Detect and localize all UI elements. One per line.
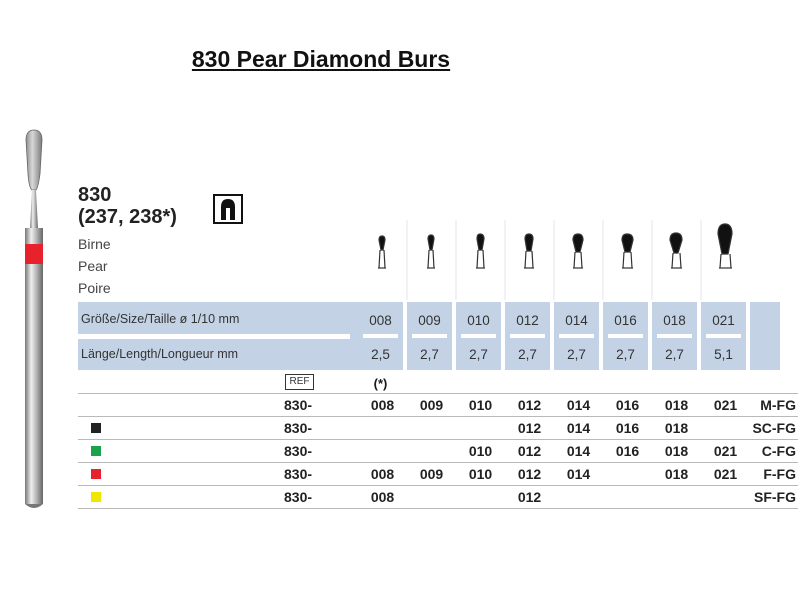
bur-silhouette-008 <box>378 236 386 268</box>
bur-silhouette-010 <box>476 234 485 268</box>
table-row <box>78 486 798 509</box>
bur-silhouette-021 <box>718 224 732 268</box>
table-cell: 2,7 <box>665 347 684 362</box>
size-label: Größe/Size/Taille ø 1/10 mm <box>81 312 240 326</box>
table-cell: 010 <box>468 443 493 459</box>
bur-silhouette-012 <box>524 234 534 268</box>
table-cell: 2,7 <box>420 347 439 362</box>
table-cell: 010 <box>468 397 493 413</box>
grit-swatch-red <box>91 469 101 479</box>
page-title: 830 Pear Diamond Burs <box>191 46 451 72</box>
name-fr: Poire <box>78 280 111 296</box>
table-cell: 830- <box>284 420 313 436</box>
table-cell: 2,7 <box>567 347 586 362</box>
ref-table <box>78 393 798 509</box>
table-cell: 2,5 <box>371 347 390 362</box>
pear-shape-icon <box>213 194 243 224</box>
table-cell: 008 <box>370 466 395 482</box>
name-de: Birne <box>78 236 111 252</box>
table-cell: 012 <box>517 466 542 482</box>
divider <box>608 334 643 338</box>
product-names <box>78 233 111 299</box>
divider <box>78 334 350 339</box>
table-cell: 018 <box>663 313 686 328</box>
size-silhouettes <box>358 220 750 302</box>
table-cell: 016 <box>615 397 640 413</box>
size-cell <box>554 302 599 370</box>
product-code-block <box>78 184 177 228</box>
table-row <box>78 440 798 463</box>
size-cell <box>701 302 746 370</box>
table-cell: 008 <box>369 313 392 328</box>
size-cell <box>456 302 501 370</box>
table-cell: 2,7 <box>469 347 488 362</box>
size-length-band <box>78 302 780 370</box>
divider <box>657 334 692 338</box>
table-cell: 018 <box>664 420 689 436</box>
iso-numbers: (237, 238*) <box>78 206 177 228</box>
table-cell: 009 <box>419 397 444 413</box>
table-cell: 016 <box>615 443 640 459</box>
table-cell: 012 <box>516 313 539 328</box>
length-label: Länge/Length/Longueur mm <box>81 347 239 361</box>
size-cell <box>505 302 550 370</box>
asterisk-note: (*) <box>373 376 388 391</box>
table-cell: 014 <box>566 420 591 436</box>
table-cell: 012 <box>517 443 542 459</box>
table-cell: 830- <box>284 489 313 505</box>
grit-swatch-black <box>91 423 101 433</box>
table-cell: 021 <box>713 397 738 413</box>
table-cell: M-FG <box>760 397 796 413</box>
table-cell: 021 <box>713 466 738 482</box>
ref-box: REF <box>285 374 314 390</box>
table-cell: 2,7 <box>616 347 635 362</box>
table-cell: 012 <box>517 420 542 436</box>
table-row <box>78 393 798 417</box>
table-cell: 2,7 <box>518 347 537 362</box>
table-cell: 830- <box>284 397 313 413</box>
table-cell: 009 <box>418 313 441 328</box>
table-cell: 014 <box>566 443 591 459</box>
table-row <box>78 417 798 440</box>
table-cell: 008 <box>370 489 395 505</box>
table-cell: SF-FG <box>754 489 796 505</box>
pear-bur-illustration <box>16 128 56 513</box>
product-code: 830 <box>78 184 112 206</box>
size-cell <box>603 302 648 370</box>
table-cell: 5,1 <box>714 347 733 362</box>
table-cell: 018 <box>664 397 689 413</box>
table-cell: 016 <box>615 420 640 436</box>
size-cell <box>407 302 452 370</box>
table-cell: 830- <box>284 443 313 459</box>
table-cell: C-FG <box>761 443 796 459</box>
table-cell: 010 <box>468 466 493 482</box>
size-length-label-cell <box>78 302 358 370</box>
grit-swatch-green <box>91 446 101 456</box>
divider <box>559 334 594 338</box>
bur-silhouette-009 <box>427 235 435 268</box>
table-cell: 016 <box>614 313 637 328</box>
table-cell: 010 <box>467 313 490 328</box>
size-cell-blank <box>750 302 780 370</box>
table-cell: SC-FG <box>752 420 796 436</box>
divider <box>363 334 398 338</box>
table-cell: 021 <box>713 443 738 459</box>
table-cell: 018 <box>664 443 689 459</box>
divider <box>706 334 741 338</box>
table-cell: 830- <box>284 466 313 482</box>
table-row <box>78 463 798 486</box>
name-en: Pear <box>78 258 108 274</box>
grit-swatch-yellow <box>91 492 101 502</box>
divider <box>461 334 496 338</box>
size-cell <box>358 302 403 370</box>
bur-silhouette-018 <box>670 233 682 268</box>
table-cell: 012 <box>517 489 542 505</box>
table-cell: 009 <box>419 466 444 482</box>
divider <box>510 334 545 338</box>
table-cell: 014 <box>566 397 591 413</box>
divider <box>412 334 447 338</box>
table-cell: F-FG <box>763 466 796 482</box>
table-cell: 018 <box>664 466 689 482</box>
table-cell: 012 <box>517 397 542 413</box>
table-cell: 021 <box>712 313 735 328</box>
bur-silhouette-016 <box>622 234 633 268</box>
table-cell: 014 <box>566 466 591 482</box>
table-cell: 008 <box>370 397 395 413</box>
bur-silhouette-014 <box>573 234 583 268</box>
table-cell: 014 <box>565 313 588 328</box>
size-cell <box>652 302 697 370</box>
